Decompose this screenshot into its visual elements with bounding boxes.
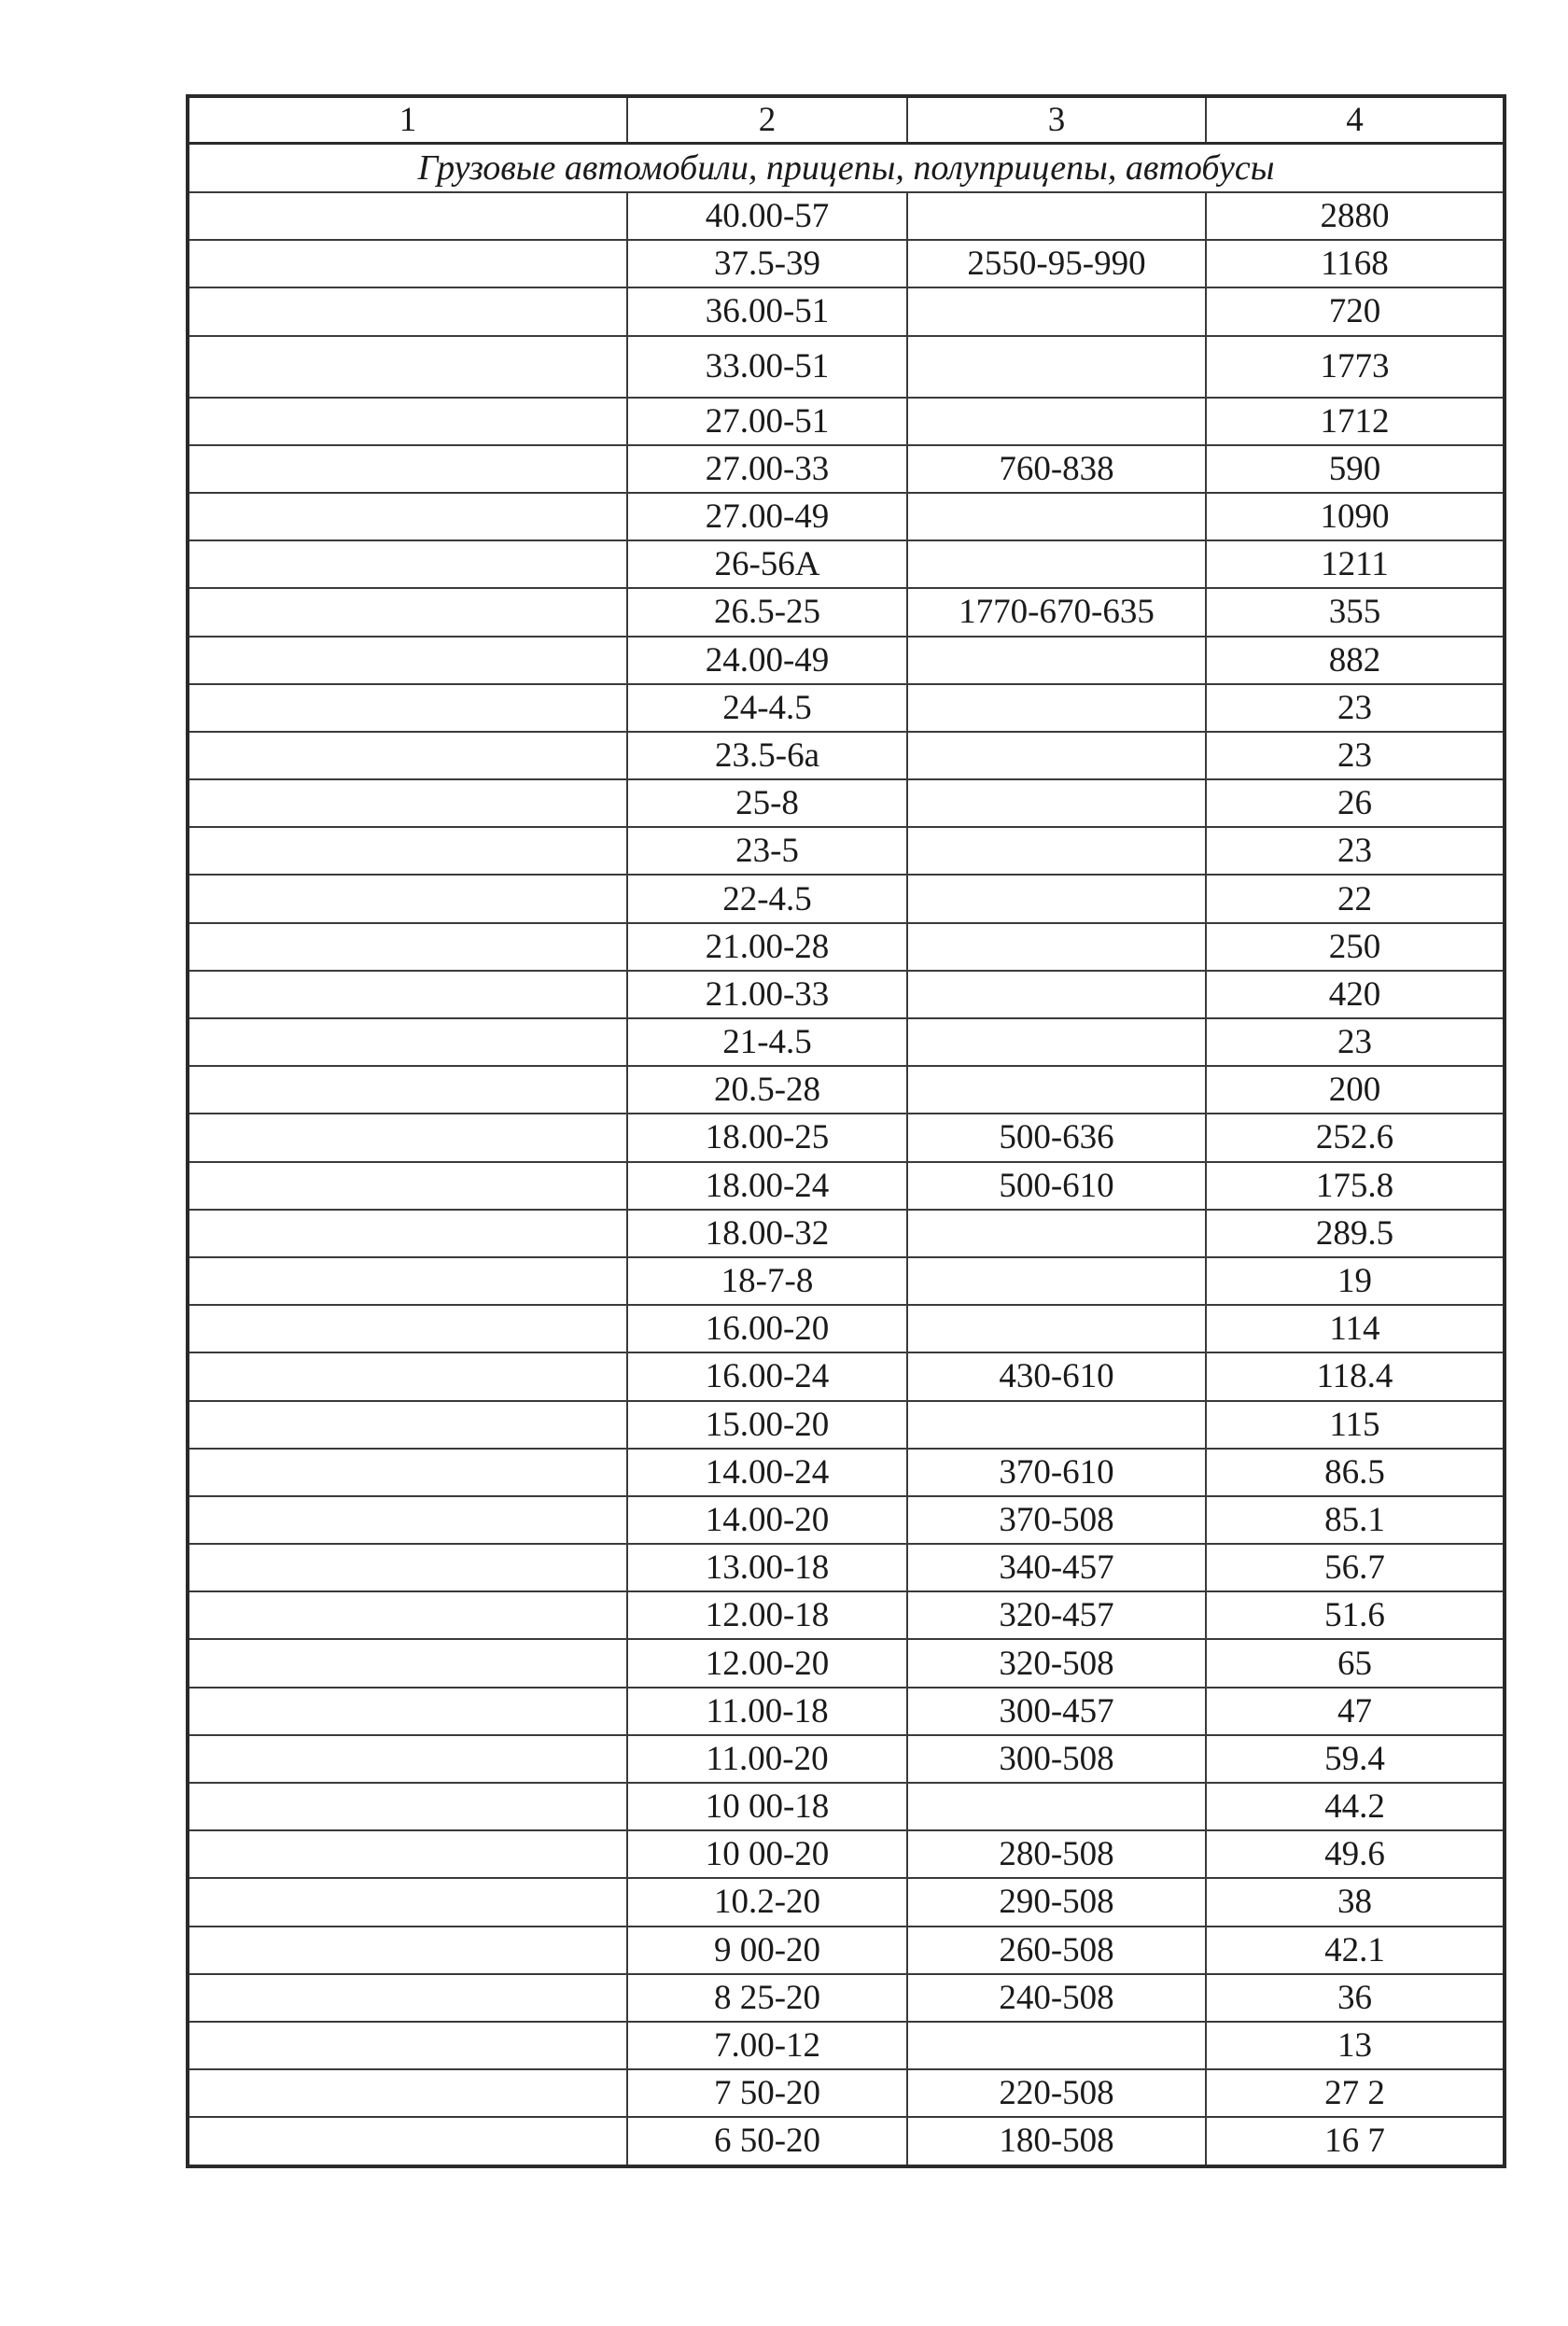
table-row: [188, 287, 1505, 335]
cell-col4: 23: [1206, 732, 1505, 779]
cell-col1: [188, 684, 627, 732]
table-row: [188, 336, 1505, 398]
cell-col4: 1773: [1206, 336, 1505, 398]
cell-col3: [907, 493, 1206, 540]
header-row: [188, 96, 1505, 144]
cell-col3: 2550-95-990: [907, 240, 1206, 287]
cell-col2: 23-5: [627, 827, 907, 875]
cell-col2: 6 50-20: [627, 2117, 907, 2165]
section-row: [188, 144, 1505, 193]
cell-col2: 26-56A: [627, 540, 907, 588]
cell-col4: 47: [1206, 1688, 1505, 1735]
cell-col1: [188, 1878, 627, 1926]
cell-col1: [188, 240, 627, 287]
cell-col1: [188, 1401, 627, 1449]
cell-col3: [907, 827, 1206, 875]
cell-col4: 250: [1206, 923, 1505, 971]
cell-col2: 16.00-20: [627, 1305, 907, 1352]
table-row: [188, 827, 1505, 875]
cell-col1: [188, 732, 627, 779]
cell-col3: 220-508: [907, 2069, 1206, 2117]
table-row: [188, 1639, 1505, 1687]
cell-col3: 300-457: [907, 1688, 1206, 1735]
cell-col4: 118.4: [1206, 1352, 1505, 1400]
cell-col2: 27.00-49: [627, 493, 907, 540]
cell-col1: [188, 1018, 627, 1066]
table-row: [188, 1305, 1505, 1352]
cell-col2: 36.00-51: [627, 287, 907, 335]
cell-col3: [907, 637, 1206, 684]
table-row: [188, 1830, 1505, 1878]
cell-col4: 22: [1206, 875, 1505, 922]
column-header-4: 4: [1206, 96, 1505, 144]
cell-col1: [188, 287, 627, 335]
cell-col2: 22-4.5: [627, 875, 907, 922]
cell-col3: 280-508: [907, 1830, 1206, 1878]
cell-col3: 430-610: [907, 1352, 1206, 1400]
cell-col3: [907, 732, 1206, 779]
table-body: [188, 144, 1505, 2166]
table-row: [188, 923, 1505, 971]
cell-col1: [188, 1114, 627, 1161]
cell-col1: [188, 445, 627, 493]
table-row: [188, 684, 1505, 732]
cell-col1: [188, 1735, 627, 1783]
cell-col2: 25-8: [627, 779, 907, 827]
cell-col4: 38: [1206, 1878, 1505, 1926]
table-row: [188, 1210, 1505, 1257]
cell-col4: 56.7: [1206, 1544, 1505, 1591]
table-header: [188, 96, 1505, 144]
cell-col1: [188, 1162, 627, 1210]
cell-col4: 1090: [1206, 493, 1505, 540]
cell-col1: [188, 1210, 627, 1257]
cell-col3: 500-636: [907, 1114, 1206, 1161]
cell-col4: 1168: [1206, 240, 1505, 287]
cell-col3: [907, 1210, 1206, 1257]
cell-col1: [188, 1639, 627, 1687]
cell-col1: [188, 1352, 627, 1400]
cell-col1: [188, 588, 627, 636]
cell-col2: 13.00-18: [627, 1544, 907, 1591]
cell-col1: [188, 398, 627, 445]
cell-col2: 12.00-20: [627, 1639, 907, 1687]
cell-col3: [907, 287, 1206, 335]
table-row: [188, 1496, 1505, 1544]
table-row: [188, 779, 1505, 827]
cell-col4: 114: [1206, 1305, 1505, 1352]
cell-col1: [188, 1544, 627, 1591]
table-row: [188, 732, 1505, 779]
cell-col3: [907, 540, 1206, 588]
cell-col1: [188, 827, 627, 875]
table-row: [188, 588, 1505, 636]
cell-col1: [188, 192, 627, 240]
table-row: [188, 1114, 1505, 1161]
table-row: [188, 1401, 1505, 1449]
cell-col4: 289.5: [1206, 1210, 1505, 1257]
cell-col4: 882: [1206, 637, 1505, 684]
cell-col3: 290-508: [907, 1878, 1206, 1926]
table-row: [188, 1257, 1505, 1305]
cell-col3: [907, 779, 1206, 827]
column-header-2: 2: [627, 96, 907, 144]
cell-col3: 180-508: [907, 2117, 1206, 2165]
cell-col2: 8 25-20: [627, 1974, 907, 2022]
cell-col4: 420: [1206, 971, 1505, 1018]
cell-col3: 320-457: [907, 1591, 1206, 1639]
cell-col2: 7 50-20: [627, 2069, 907, 2117]
table-row: [188, 1352, 1505, 1400]
cell-col3: [907, 336, 1206, 398]
table-row: [188, 445, 1505, 493]
cell-col3: 1770-670-635: [907, 588, 1206, 636]
cell-col1: [188, 1591, 627, 1639]
cell-col4: 27 2: [1206, 2069, 1505, 2117]
cell-col3: [907, 1401, 1206, 1449]
cell-col1: [188, 1496, 627, 1544]
cell-col4: 23: [1206, 684, 1505, 732]
cell-col2: 7.00-12: [627, 2022, 907, 2069]
cell-col2: 23.5-6a: [627, 732, 907, 779]
cell-col2: 24-4.5: [627, 684, 907, 732]
cell-col2: 10.2-20: [627, 1878, 907, 1926]
cell-col3: 300-508: [907, 1735, 1206, 1783]
column-header-1: 1: [188, 96, 627, 144]
cell-col3: [907, 1257, 1206, 1305]
cell-col3: 320-508: [907, 1639, 1206, 1687]
cell-col1: [188, 336, 627, 398]
cell-col4: 175.8: [1206, 1162, 1505, 1210]
cell-col4: 85.1: [1206, 1496, 1505, 1544]
cell-col3: 760-838: [907, 445, 1206, 493]
cell-col4: 86.5: [1206, 1449, 1505, 1496]
column-header-3: 3: [907, 96, 1206, 144]
table-row: [188, 1927, 1505, 1974]
tire-table: [186, 94, 1506, 2168]
table-row: [188, 1449, 1505, 1496]
cell-col2: 40.00-57: [627, 192, 907, 240]
cell-col2: 20.5-28: [627, 1066, 907, 1114]
cell-col4: 590: [1206, 445, 1505, 493]
table-row: [188, 1544, 1505, 1591]
table-row: [188, 637, 1505, 684]
table-row: [188, 875, 1505, 922]
cell-col1: [188, 1305, 627, 1352]
cell-col1: [188, 971, 627, 1018]
cell-col2: 37.5-39: [627, 240, 907, 287]
cell-col3: [907, 2022, 1206, 2069]
table-row: [188, 1018, 1505, 1066]
cell-col1: [188, 875, 627, 922]
cell-col3: 370-610: [907, 1449, 1206, 1496]
cell-col4: 23: [1206, 827, 1505, 875]
cell-col2: 24.00-49: [627, 637, 907, 684]
table-row: [188, 540, 1505, 588]
table-row: [188, 1735, 1505, 1783]
table-row: [188, 398, 1505, 445]
cell-col1: [188, 1783, 627, 1830]
cell-col1: [188, 2117, 627, 2165]
table-row: [188, 1783, 1505, 1830]
cell-col3: [907, 1305, 1206, 1352]
table-row: [188, 1974, 1505, 2022]
cell-col4: 44.2: [1206, 1783, 1505, 1830]
cell-col2: 21-4.5: [627, 1018, 907, 1066]
cell-col3: [907, 875, 1206, 922]
table-row: [188, 240, 1505, 287]
table-row: [188, 493, 1505, 540]
cell-col3: [907, 971, 1206, 1018]
table-row: [188, 971, 1505, 1018]
cell-col1: [188, 923, 627, 971]
cell-col2: 33.00-51: [627, 336, 907, 398]
cell-col2: 10 00-20: [627, 1830, 907, 1878]
table-row: [188, 1162, 1505, 1210]
cell-col2: 14.00-20: [627, 1496, 907, 1544]
cell-col3: [907, 1018, 1206, 1066]
cell-col1: [188, 1974, 627, 2022]
cell-col4: 13: [1206, 2022, 1505, 2069]
cell-col3: [907, 1066, 1206, 1114]
cell-col2: 27.00-51: [627, 398, 907, 445]
cell-col4: 19: [1206, 1257, 1505, 1305]
cell-col4: 16 7: [1206, 2117, 1505, 2165]
section-title: Грузовые автомобили, прицепы, полуприцепы, автобусы: [188, 144, 1505, 193]
cell-col4: 36: [1206, 1974, 1505, 2022]
table-row: [188, 1591, 1505, 1639]
cell-col4: 252.6: [1206, 1114, 1505, 1161]
cell-col1: [188, 1830, 627, 1878]
cell-col3: [907, 398, 1206, 445]
table-row: [188, 1688, 1505, 1735]
cell-col3: 340-457: [907, 1544, 1206, 1591]
cell-col2: 18.00-24: [627, 1162, 907, 1210]
table-row: [188, 1878, 1505, 1926]
cell-col4: 1712: [1206, 398, 1505, 445]
cell-col1: [188, 493, 627, 540]
cell-col1: [188, 637, 627, 684]
cell-col3: [907, 192, 1206, 240]
cell-col3: 260-508: [907, 1927, 1206, 1974]
cell-col3: [907, 1783, 1206, 1830]
cell-col3: [907, 684, 1206, 732]
cell-col4: 23: [1206, 1018, 1505, 1066]
cell-col1: [188, 1449, 627, 1496]
cell-col2: 15.00-20: [627, 1401, 907, 1449]
cell-col1: [188, 1927, 627, 1974]
table-row: [188, 2022, 1505, 2069]
cell-col1: [188, 1257, 627, 1305]
cell-col1: [188, 1688, 627, 1735]
cell-col4: 59.4: [1206, 1735, 1505, 1783]
cell-col2: 26.5-25: [627, 588, 907, 636]
table-row: [188, 192, 1505, 240]
cell-col2: 21.00-33: [627, 971, 907, 1018]
cell-col1: [188, 2069, 627, 2117]
cell-col2: 21.00-28: [627, 923, 907, 971]
cell-col4: 26: [1206, 779, 1505, 827]
cell-col2: 18-7-8: [627, 1257, 907, 1305]
cell-col2: 18.00-25: [627, 1114, 907, 1161]
cell-col2: 11.00-20: [627, 1735, 907, 1783]
cell-col2: 27.00-33: [627, 445, 907, 493]
cell-col2: 11.00-18: [627, 1688, 907, 1735]
cell-col2: 18.00-32: [627, 1210, 907, 1257]
cell-col1: [188, 540, 627, 588]
cell-col4: 115: [1206, 1401, 1505, 1449]
cell-col4: 1211: [1206, 540, 1505, 588]
cell-col1: [188, 2022, 627, 2069]
cell-col2: 14.00-24: [627, 1449, 907, 1496]
cell-col2: 9 00-20: [627, 1927, 907, 1974]
cell-col4: 200: [1206, 1066, 1505, 1114]
cell-col4: 65: [1206, 1639, 1505, 1687]
cell-col3: [907, 923, 1206, 971]
cell-col4: 42.1: [1206, 1927, 1505, 1974]
cell-col3: 240-508: [907, 1974, 1206, 2022]
cell-col1: [188, 1066, 627, 1114]
cell-col4: 720: [1206, 287, 1505, 335]
cell-col3: 370-508: [907, 1496, 1206, 1544]
cell-col2: 10 00-18: [627, 1783, 907, 1830]
table-row: [188, 2117, 1505, 2165]
cell-col2: 16.00-24: [627, 1352, 907, 1400]
cell-col1: [188, 779, 627, 827]
cell-col4: 355: [1206, 588, 1505, 636]
cell-col4: 51.6: [1206, 1591, 1505, 1639]
cell-col4: 2880: [1206, 192, 1505, 240]
table-row: [188, 2069, 1505, 2117]
cell-col3: 500-610: [907, 1162, 1206, 1210]
table-row: [188, 1066, 1505, 1114]
cell-col2: 12.00-18: [627, 1591, 907, 1639]
cell-col4: 49.6: [1206, 1830, 1505, 1878]
